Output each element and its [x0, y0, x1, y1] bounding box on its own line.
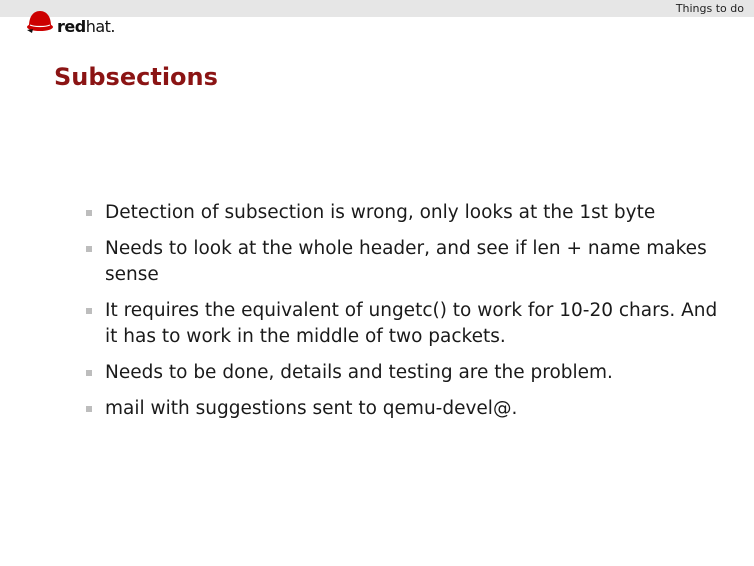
bullet-marker-icon — [86, 308, 92, 314]
list-item — [86, 236, 726, 288]
list-item-text: Needs to be done, details and testing are the problem. — [105, 362, 613, 383]
logo-text-hat: hat. — [85, 17, 116, 36]
bullet-marker-icon — [86, 370, 92, 376]
list-item-text: Detection of subsection is wrong, only looks at the 1st byte — [105, 202, 656, 223]
list-item — [86, 360, 726, 386]
bullet-marker-icon — [86, 246, 92, 252]
list-item — [86, 298, 726, 350]
bullet-marker-icon — [86, 406, 92, 412]
list-item-text: It requires the equivalent of ungetc() to work for 10-20 chars. And it has to work in the middle of two packets. — [105, 300, 718, 347]
redhat-logo — [24, 8, 120, 36]
list-item-text: mail with suggestions sent to qemu-devel@. — [105, 398, 518, 419]
bullet-marker-icon — [86, 210, 92, 216]
logo-text-red: red — [57, 17, 86, 36]
logo-text — [57, 18, 115, 36]
redhat-shadowman-icon — [24, 8, 58, 34]
list-item — [86, 396, 726, 422]
slide-title: Subsections — [54, 63, 218, 91]
list-item-text: Needs to look at the whole header, and see if len + name makes sense — [105, 238, 707, 285]
section-title: Things to do — [675, 2, 744, 15]
list-item — [86, 200, 726, 226]
bullet-list — [86, 200, 726, 432]
